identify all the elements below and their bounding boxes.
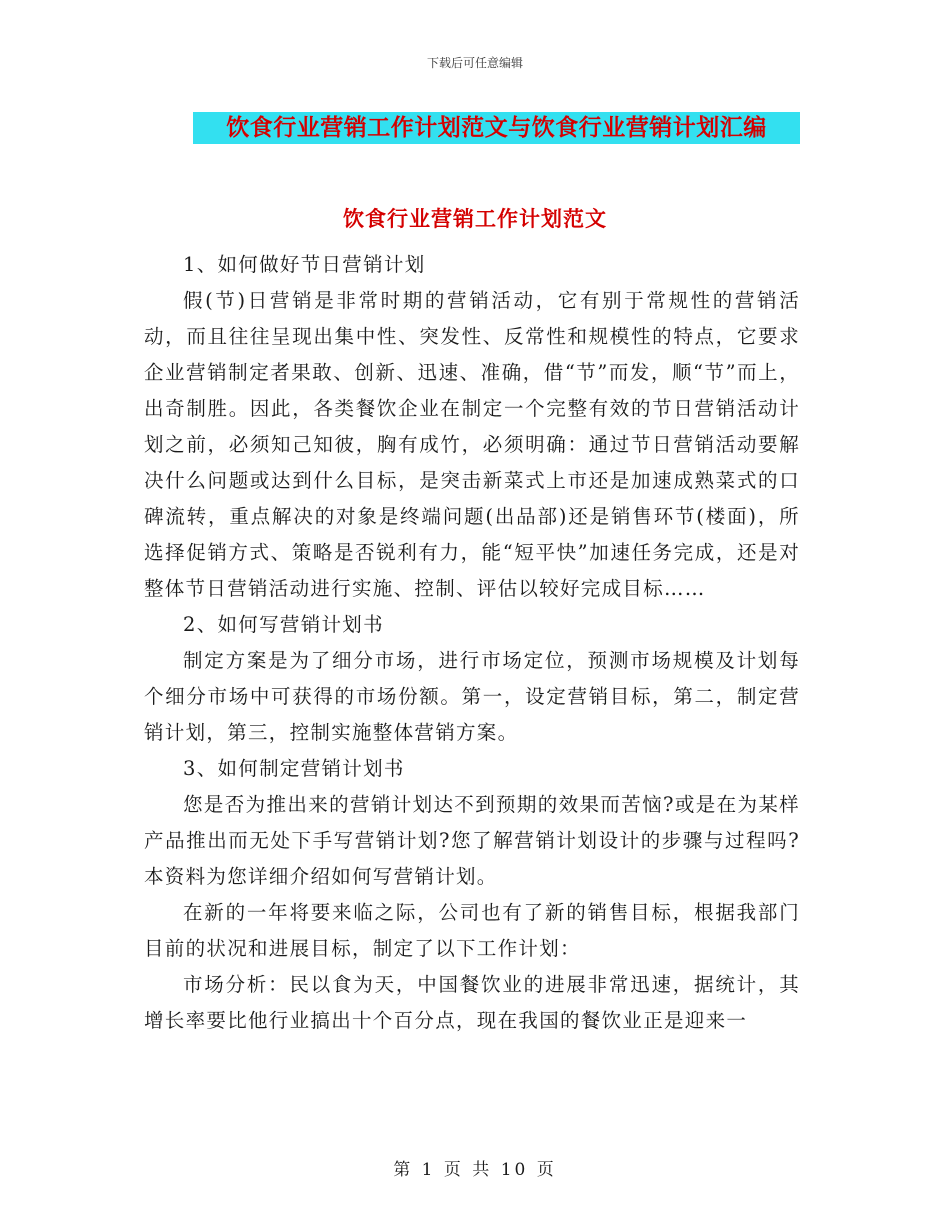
heading-1: 1、如何做好节日营销计划 — [183, 253, 426, 276]
paragraph: 制定方案是为了细分市场，进行市场定位，预测市场规模及计划每个细分市场中可获得的市场份额。第一，设定营销目标，第二，制定营销计划，第三，控制实施整体营销方案。 — [144, 649, 800, 744]
paragraph: 假(节)日营销是非常时期的营销活动，它有别于常规性的营销活动，而且往往呈现出集中性、突发性、反常性和规模性的特点，它要求企业营销制定者果敢、创新、迅速、准确，借“节”而发，顺“节”而上，出奇制胜。因此，各类餐饮企业在制定一个完整有效的节日营销活动计划之前，必须知己知彼，胸有成竹，必须明确：通过节日营销活动要解决什么问题或达到什么目标，是突击新菜式上市还是加速成熟菜式的口碑流转，重点解决的对象是终端问题(出品部)还是销售环节(楼面)，所选择促销方式、策略是否锐利有力，能“短平快”加速任务完成，还是对整体节日营销活动进行实施、控制、评估以较好完成目标…… — [144, 289, 800, 600]
document-title: 饮食行业营销工作计划范文与饮食行业营销计划汇编 — [193, 112, 800, 144]
section-title: 饮食行业营销工作计划范文 — [343, 206, 607, 231]
heading-2: 2、如何写营销计划书 — [183, 613, 384, 636]
paragraph: 在新的一年将要来临之际，公司也有了新的销售目标，根据我部门目前的状况和进展目标，制定了以下工作计划： — [144, 901, 800, 960]
paragraph: 您是否为推出来的营销计划达不到预期的效果而苦恼?或是在为某样产品推出而无处下手写营销计划?您了解营销计划设计的步骤与过程吗?本资料为您详细介绍如何写营销计划。 — [144, 793, 800, 888]
page-footer: 第 1 页 共 10 页 — [393, 1160, 557, 1180]
header-note: 下载后可任意编辑 — [426, 56, 523, 70]
body-content — [144, 247, 800, 1039]
heading-3: 3、如何制定营销计划书 — [183, 757, 405, 780]
paragraph: 市场分析：民以食为天，中国餐饮业的进展非常迅速，据统计，其增长率要比他行业搞出十个百分点，现在我国的餐饮业正是迎来一 — [144, 973, 800, 1032]
